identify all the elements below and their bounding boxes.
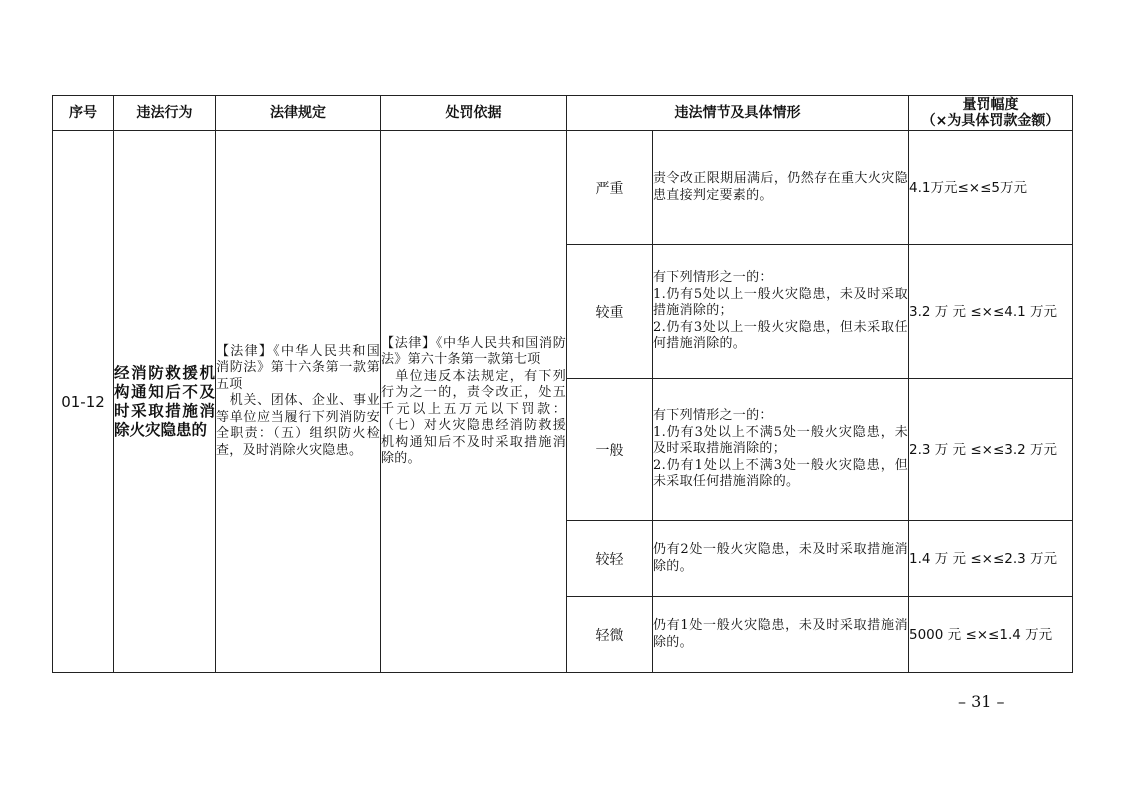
law-text: 【法律】《中华人民共和国消防法》第十六条第一款第五项 机关、团体、企业、事业等单位应当履行下列消防安全职责：（五）组织防火检查，及时消除火灾隐患。	[216, 343, 380, 458]
amount-cell: 1.4 万 元 ≤×≤2.3 万元	[909, 521, 1073, 597]
header-row	[53, 96, 1073, 131]
condition-cell: 有下列情形之一的： 1.仍有3处以上不满5处一般火灾隐患，未及时采取措施消除的； 2.仍有1处以上不满3处一般火灾隐患，但未采取任何措施消除的。	[653, 379, 909, 521]
law-cell	[216, 131, 381, 673]
condition-cell: 责令改正限期届满后，仍然存在重大火灾隐患直接判定要素的。	[653, 131, 909, 245]
condition-cell: 仍有2处一般火灾隐患，未及时采取措施消除的。	[653, 521, 909, 597]
page-number: – 31 –	[958, 692, 1005, 711]
header-circumstances: 违法情节及具体情形	[567, 96, 909, 131]
level-cell: 轻微	[567, 597, 653, 673]
header-penalty-note: （×为具体罚款金额）	[921, 113, 1060, 129]
amount-cell: 5000 元 ≤×≤1.4 万元	[909, 597, 1073, 673]
condition-cell: 有下列情形之一的： 1.仍有5处以上一般火灾隐患，未及时采取措施消除的； 2.仍有3处以上一般火灾隐患，但未采取任何措施消除的。	[653, 245, 909, 379]
level-cell: 严重	[567, 131, 653, 245]
penalty-table	[52, 95, 1073, 673]
header-basis: 处罚依据	[381, 96, 567, 131]
basis-cell	[381, 131, 567, 673]
amount-cell: 3.2 万 元 ≤×≤4.1 万元	[909, 245, 1073, 379]
serial-cell: 01-12	[53, 131, 114, 673]
amount-cell: 4.1万元≤×≤5万元	[909, 131, 1073, 245]
header-violation: 违法行为	[114, 96, 216, 131]
amount-cell: 2.3 万 元 ≤×≤3.2 万元	[909, 379, 1073, 521]
table-row	[53, 131, 1073, 245]
header-penalty-range	[909, 96, 1073, 131]
violation-cell: 经消防救援机构通知后不及时采取措施消除火灾隐患的	[114, 131, 216, 673]
header-serial: 序号	[53, 96, 114, 131]
level-cell: 较重	[567, 245, 653, 379]
level-cell: 较轻	[567, 521, 653, 597]
level-cell: 一般	[567, 379, 653, 521]
condition-cell: 仍有1处一般火灾隐患，未及时采取措施消除的。	[653, 597, 909, 673]
header-law: 法律规定	[216, 96, 381, 131]
basis-text: 【法律】《中华人民共和国消防法》第六十条第一款第七项 单位违反本法规定，有下列行为之一的，责令改正，处五千元以上五万元以下罚款：（七）对火灾隐患经消防救援机构通知后不及时采取措施消除的。	[381, 335, 566, 466]
header-penalty-title: 量罚幅度	[962, 97, 1019, 113]
